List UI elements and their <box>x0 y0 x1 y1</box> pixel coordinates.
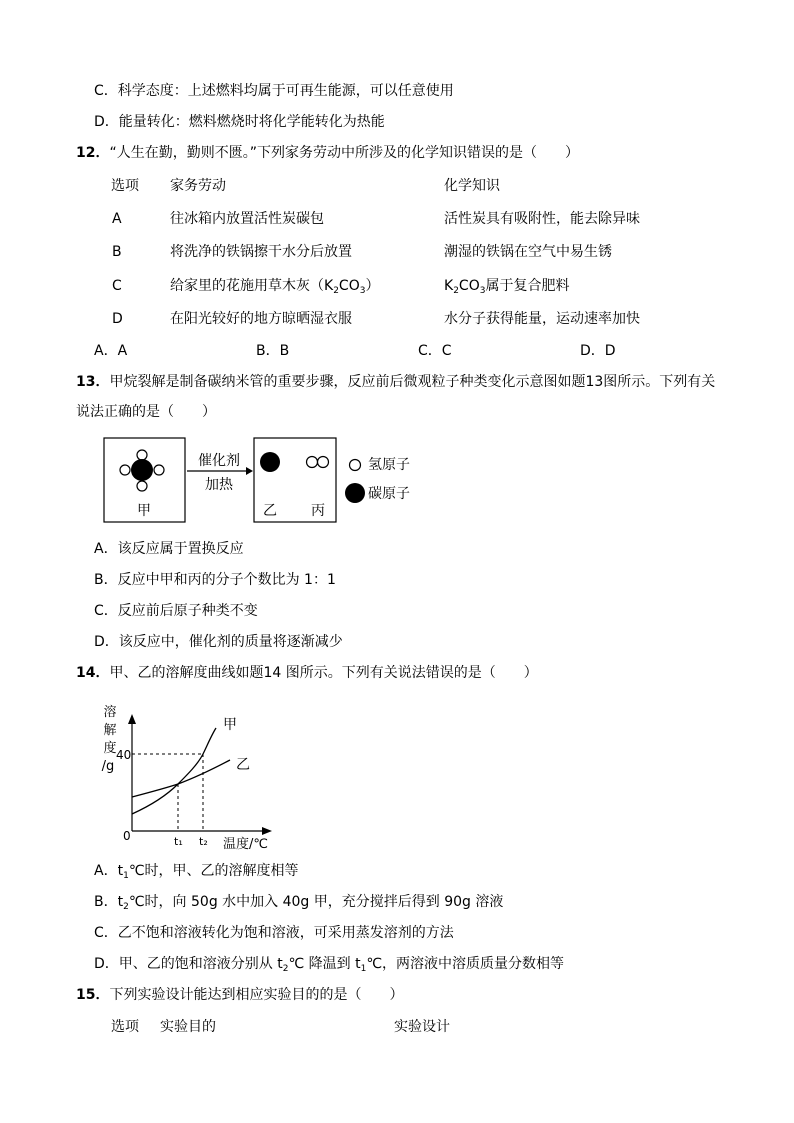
q12-row-b-chore: 将洗净的铁锅擦干水分后放置 <box>170 244 352 260</box>
q12-header-chore: 家务劳动 <box>170 178 226 194</box>
y-axis-label-unit: /g <box>101 759 115 774</box>
q12-header-knowledge: 化学知识 <box>444 178 500 194</box>
x-tick-t1: t₁ <box>174 835 183 848</box>
q13-option-c: C．反应前后原子种类不变 <box>94 603 258 619</box>
reactant-label: 甲 <box>137 503 151 519</box>
y-axis-arrow <box>128 714 136 724</box>
q15-header-design: 实验设计 <box>394 1019 450 1035</box>
q12-number: 12． <box>76 145 110 161</box>
y-tick-40: 40 <box>116 748 132 762</box>
q12-row-d-knowledge: 水分子获得能量，运动速率加快 <box>444 311 640 327</box>
q14-option-d: D．甲、乙的饱和溶液分别从 $t_2℃$ 降温到 $t_1℃$，两溶液中溶质质量分数相等 <box>94 956 565 974</box>
q14-text: 甲、乙的溶解度曲线如题14 图所示。下列有关说法错误的是（ ） <box>109 665 538 681</box>
q12-row-d-chore: 在阳光较好的地方晾晒湿衣服 <box>170 311 352 327</box>
x-tick-t2: t₂ <box>199 835 208 848</box>
q13-option-a: A．该反应属于置换反应 <box>94 541 244 557</box>
q12-choice-c: C．C <box>418 343 452 359</box>
q15-number: 15． <box>76 987 110 1003</box>
hydrogen-molecule-product <box>307 457 329 468</box>
q11-option-d: D．能量转化：燃料燃烧时将化学能转化为热能 <box>94 114 385 130</box>
curve-label-yi: 乙 <box>236 757 250 773</box>
q14-solubility-graph <box>96 700 276 852</box>
legend-hydrogen-icon <box>350 460 361 471</box>
q12-row-a-knowledge: 活性炭具有吸附性，能去除异味 <box>444 211 640 227</box>
arrow-condition-catalyst: 催化剂 <box>198 453 240 469</box>
q13-stem-line1 <box>76 372 715 392</box>
curve-yi <box>132 760 230 797</box>
reaction-arrow-head <box>246 467 253 475</box>
q13-reaction-diagram <box>100 435 430 527</box>
arrow-condition-heat: 加热 <box>205 477 233 493</box>
q12-row-a-chore: 往冰箱内放置活性炭碳包 <box>170 211 324 227</box>
origin-label: 0 <box>123 829 131 843</box>
q12-text: “人生在勤，勤则不匮。”下列家务劳动中所涉及的化学知识错误的是（ ） <box>109 145 579 161</box>
q12-header-option: 选项 <box>111 178 139 194</box>
q13-option-d: D．该反应中，催化剂的质量将逐渐减少 <box>94 634 343 650</box>
x-axis-label: 温度/℃ <box>223 837 268 852</box>
legend-carbon-icon <box>345 483 365 503</box>
q12-choice-d: D．D <box>580 343 616 359</box>
q14-option-a: A．$t_1℃$时，甲、乙的溶解度相等 <box>94 863 299 881</box>
q13-stem-line2: 说法正确的是（ ） <box>76 404 216 420</box>
q12-row-a-option: A <box>112 211 122 227</box>
product-label-bing: 丙 <box>311 503 325 519</box>
q13-text: 甲烷裂解是制备碳纳米管的重要步骤，反应前后微观粒子种类变化示意图如题13图所示。下列有关 <box>109 374 716 390</box>
q12-choice-b: B．B <box>256 343 290 359</box>
q12-stem <box>76 143 579 163</box>
q12-row-b-knowledge: 潮湿的铁锅在空气中易生锈 <box>444 244 612 260</box>
q12-row-c-chore: 给家里的花施用草木灰$(K_2CO_3)$ <box>170 278 380 296</box>
y-axis-label-char-1: 溶 <box>103 705 117 720</box>
q12-choice-a: A．A <box>94 343 128 359</box>
q15-stem <box>76 985 403 1005</box>
legend-carbon-label: 碳原子 <box>368 486 410 502</box>
y-axis-label-char-3: 度 <box>103 741 117 756</box>
q15-text: 下列实验设计能达到相应实验目的的是（ ） <box>109 987 404 1003</box>
y-axis-label-char-2: 解 <box>103 723 117 738</box>
curve-label-jia: 甲 <box>223 717 237 733</box>
q13-option-b: B．反应中甲和丙的分子个数比为 1：1 <box>94 572 336 588</box>
q14-number: 14． <box>76 665 110 681</box>
q15-header-option: 选项 <box>111 1019 139 1035</box>
carbon-atom-product <box>260 452 280 472</box>
q12-row-b-option: B <box>112 244 122 260</box>
q13-number: 13． <box>76 374 110 390</box>
x-axis-arrow <box>262 827 272 835</box>
q15-header-purpose: 实验目的 <box>160 1019 216 1035</box>
legend-hydrogen-label: 氢原子 <box>368 457 410 473</box>
q12-row-d-option: D <box>112 311 123 327</box>
q14-option-b: B．$t_2℃$时，向 50g 水中加入 40g 甲，充分搅拌后得到 90g 溶液 <box>94 894 504 912</box>
curve-jia <box>132 728 216 814</box>
q11-option-c: C．科学态度：上述燃料均属于可再生能源，可以任意使用 <box>94 83 454 99</box>
methane-molecule <box>120 450 164 491</box>
q14-stem <box>76 663 538 683</box>
product-label-yi: 乙 <box>263 503 277 519</box>
q14-option-c: C．乙不饱和溶液转化为饱和溶液，可采用蒸发溶剂的方法 <box>94 925 454 941</box>
q12-row-c-option: C <box>112 278 122 294</box>
q12-row-c-knowledge: $K_2CO_3$属于复合肥料 <box>444 278 570 296</box>
